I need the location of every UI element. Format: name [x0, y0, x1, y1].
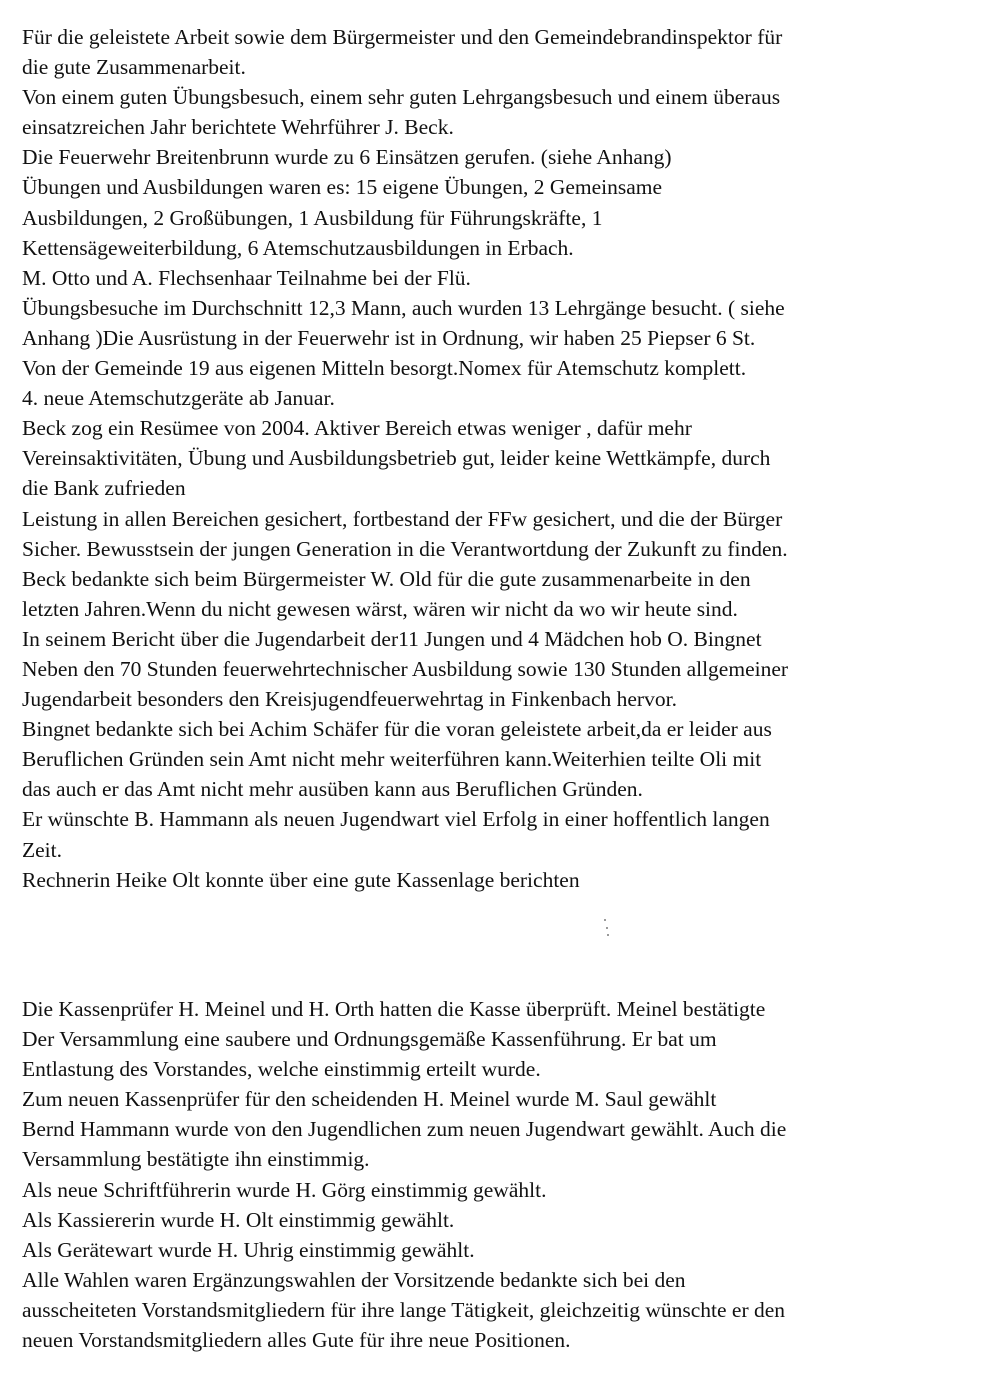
- text-line: die Bank zufrieden: [22, 476, 186, 501]
- text-line: Er wünschte B. Hammann als neuen Jugendwart viel Erfolg in einer hoffentlich langen: [22, 807, 770, 832]
- text-line: Von einem guten Übungsbesuch, einem sehr guten Lehrgangsbesuch und einem überaus: [22, 85, 781, 110]
- text-line: Neben den 70 Stunden feuerwehrtechnischer Ausbildung sowie 130 Stunden allgemeiner: [22, 656, 789, 681]
- text-line: Übungen und Ausbildungen waren es: 15 eigene Übungen, 2 Gemeinsame: [22, 175, 663, 200]
- text-line: Als neue Schriftführerin wurde H. Görg einstimmig gewählt.: [22, 1177, 547, 1202]
- text-line: einsatzreichen Jahr berichtete Wehrführer J. Beck.: [22, 115, 454, 140]
- text-line: Als Kassiererin wurde H. Olt einstimmig gewählt.: [22, 1207, 455, 1232]
- text-line: Für die geleistete Arbeit sowie dem Bürgermeister und den Gemeindebrandinspektor für: [22, 25, 783, 49]
- text-line: Beruflichen Gründen sein Amt nicht mehr weiterführen kann.Weiterhien teilte Oli mit: [22, 747, 762, 772]
- text-line: Ausbildungen, 2 Großübungen, 1 Ausbildung für Führungskräfte, 1: [22, 205, 603, 230]
- text-line: Übungsbesuche im Durchschnitt 12,3 Mann, auch wurden 13 Lehrgänge besucht. ( siehe: [22, 295, 785, 320]
- text-line: Anhang )Die Ausrüstung in der Feuerwehr ist in Ordnung, wir haben 25 Piepser 6 St.: [22, 325, 756, 350]
- text-line: Beck bedankte sich beim Bürgermeister W. Old für die gute zusammenarbeite in den: [22, 566, 751, 591]
- text-line: 4. neue Atemschutzgeräte ab Januar.: [22, 386, 335, 411]
- text-line: neuen Vorstandsmitgliedern alles Gute für ihre neue Positionen.: [22, 1328, 571, 1353]
- text-line: Als Gerätewart wurde H. Uhrig einstimmig gewählt.: [22, 1237, 475, 1262]
- text-line: Zeit.: [22, 837, 62, 862]
- text-line: Kettensägeweiterbildung, 6 Atemschutzausbildungen in Erbach.: [22, 235, 574, 260]
- text-line: Die Kassenprüfer H. Meinel und H. Orth hatten die Kasse überprüft. Meinel bestätigte: [22, 997, 766, 1021]
- text-line: Der Versammlung eine saubere und Ordnungsgemäße Kassenführung. Er bat um: [22, 1027, 717, 1052]
- text-line: Alle Wahlen waren Ergänzungswahlen der Vorsitzende bedankte sich bei den: [22, 1267, 686, 1292]
- text-line: Von der Gemeinde 19 aus eigenen Mitteln besorgt.Nomex für Atemschutz komplett.: [22, 356, 747, 381]
- text-line: das auch er das Amt nicht mehr ausüben kann aus Beruflichen Gründen.: [22, 777, 643, 802]
- text-line: M. Otto und A. Flechsenhaar Teilnahme bei der Flü.: [22, 265, 471, 290]
- text-line: Bingnet bedankte sich bei Achim Schäfer für die voran geleistete arbeit,da er leider aus: [22, 717, 772, 742]
- text-block-1: [22, 22, 982, 895]
- text-line: Entlastung des Vorstandes, welche einstimmig erteilt wurde.: [22, 1057, 541, 1082]
- text-line: Vereinsaktivitäten, Übung und Ausbildungsbetrieb gut, leider keine Wettkämpfe, durch: [22, 446, 771, 471]
- text-line: Die Feuerwehr Breitenbrunn wurde zu 6 Einsätzen gerufen. (siehe Anhang): [22, 145, 672, 170]
- text-line: Bernd Hammann wurde von den Jugendlichen zum neuen Jugendwart gewählt. Auch die: [22, 1117, 787, 1142]
- scan-speck-mark: [604, 919, 609, 937]
- text-line: Leistung in allen Bereichen gesichert, fortbestand der FFw gesichert, und die der Bürger: [22, 506, 783, 531]
- text-block-2: [22, 994, 982, 1355]
- text-line: Beck zog ein Resümee von 2004. Aktiver Bereich etwas weniger , dafür mehr: [22, 416, 692, 441]
- text-line: letzten Jahren.Wenn du nicht gewesen wärst, wären wir nicht da wo wir heute sind.: [22, 596, 738, 621]
- text-line: Rechnerin Heike Olt konnte über eine gute Kassenlage berichten: [22, 867, 580, 892]
- text-line: Zum neuen Kassenprüfer für den scheidenden H. Meinel wurde M. Saul gewählt: [22, 1087, 717, 1112]
- text-line: In seinem Bericht über die Jugendarbeit der11 Jungen und 4 Mädchen hob O. Bingnet: [22, 626, 762, 651]
- text-line: die gute Zusammenarbeit.: [22, 55, 246, 80]
- text-line: Jugendarbeit besonders den Kreisjugendfeuerwehrtag in Finkenbach hervor.: [22, 687, 677, 712]
- text-line: ausscheiteten Vorstandsmitgliedern für ihre lange Tätigkeit, gleichzeitig wünschte er den: [22, 1297, 786, 1322]
- text-line: Versammlung bestätigte ihn einstimmig.: [22, 1147, 370, 1172]
- text-line: Sicher. Bewusstsein der jungen Generation in die Verantwortdung der Zukunft zu finden.: [22, 536, 788, 561]
